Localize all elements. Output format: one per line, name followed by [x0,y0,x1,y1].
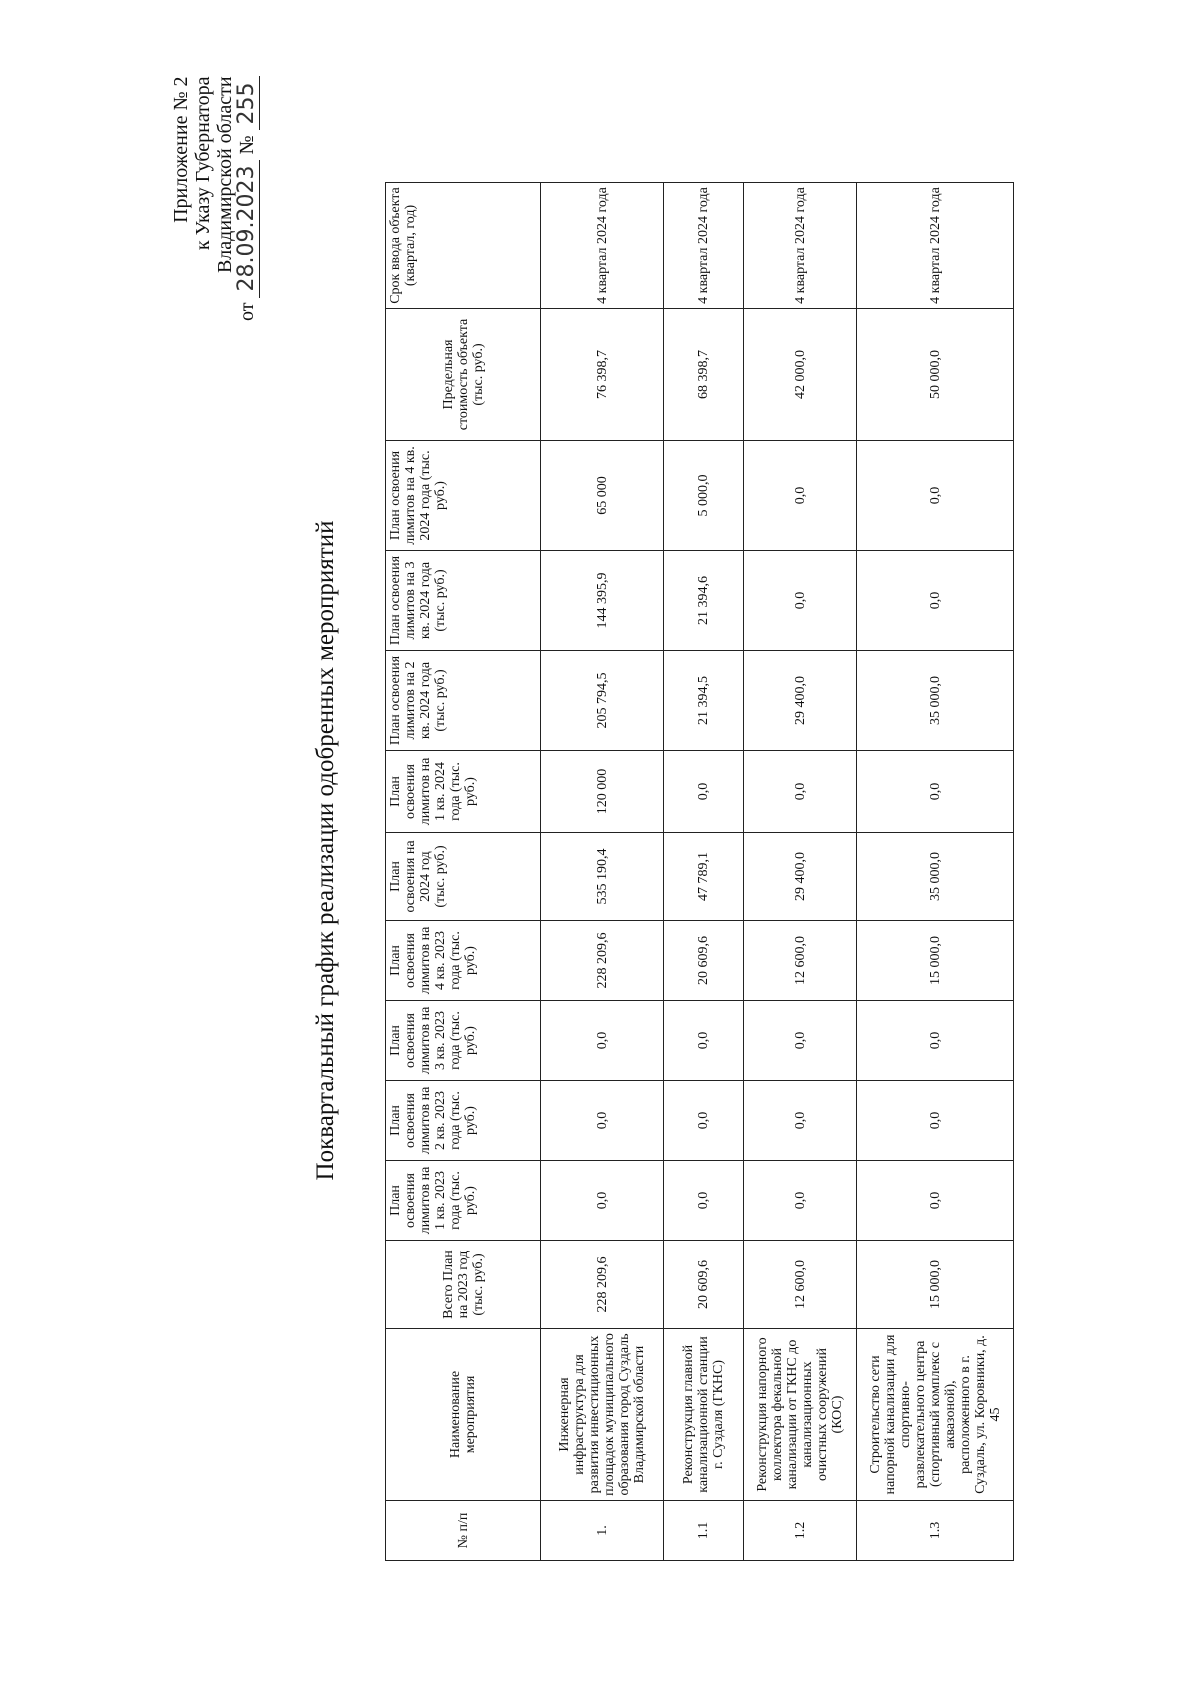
appendix-header [170,76,258,321]
column-header: План освоения на 2024 год (тыс. руб.) [386,833,541,921]
q1-2024: 0,0 [857,751,1014,833]
table-row [744,183,857,1561]
column-header: План освоения лимитов на 4 кв. 2023 года (тыс. руб.) [386,921,541,1001]
q4-2024: 5 000,0 [664,441,744,551]
column-header: План освоения лимитов на 2 кв. 2023 года (тыс. руб.) [386,1081,541,1161]
q4-2024: 65 000 [541,441,664,551]
q3-2023: 0,0 [541,1001,664,1081]
q2-2023: 0,0 [857,1081,1014,1161]
q4-2023: 20 609,6 [664,921,744,1001]
total-2024: 29 400,0 [744,833,857,921]
total-2023: 15 000,0 [857,1241,1014,1329]
max-cost: 42 000,0 [744,309,857,441]
column-header: Срок ввода объекта (квартал, год) [386,183,541,309]
column-header: План освоения лимитов на 3 кв. 2023 года (тыс. руб.) [386,1001,541,1081]
max-cost: 68 398,7 [664,309,744,441]
row-number: 1.2 [744,1501,857,1561]
column-header: План освоения лимитов на 2 кв. 2024 года (тыс. руб.) [386,651,541,751]
table-row [664,183,744,1561]
column-header: План освоения лимитов на 1 кв. 2024 года (тыс. руб.) [386,751,541,833]
q3-2024: 0,0 [744,551,857,651]
deadline: 4 квартал 2024 года [664,183,744,309]
total-2023: 228 209,6 [541,1241,664,1329]
q3-2023: 0,0 [857,1001,1014,1081]
row-number: 1. [541,1501,664,1561]
q1-2023: 0,0 [744,1161,857,1241]
total-2024: 47 789,1 [664,833,744,921]
q2-2024: 21 394,5 [664,651,744,751]
total-2024: 535 190,4 [541,833,664,921]
q2-2023: 0,0 [541,1081,664,1161]
table-row [857,183,1014,1561]
max-cost: 76 398,7 [541,309,664,441]
q4-2023: 12 600,0 [744,921,857,1001]
q3-2024: 0,0 [857,551,1014,651]
appendix-number: Приложение № 2 [170,76,192,223]
q2-2024: 205 794,5 [541,651,664,751]
q1-2023: 0,0 [541,1161,664,1241]
q4-2024: 0,0 [857,441,1014,551]
table-row [541,183,664,1561]
deadline: 4 квартал 2024 года [744,183,857,309]
q3-2023: 0,0 [664,1001,744,1081]
document-title: Поквартальный график реализации одобренных мероприятий [312,520,339,1181]
region-name: Владимирской области [214,76,236,274]
column-header: План освоения лимитов на 4 кв. 2024 года (тыс. руб.) [386,441,541,551]
q3-2024: 144 395,9 [541,551,664,651]
q3-2024: 21 394,6 [664,551,744,651]
q1-2024: 0,0 [664,751,744,833]
activity-name: Реконструкция напорного коллектора фекальной канализации от ГКНС до канализационных очистных сооружений (КОС) [744,1329,857,1501]
q4-2023: 228 209,6 [541,921,664,1001]
q4-2024: 0,0 [744,441,857,551]
decree-date: 28.09.2023 [234,160,260,298]
total-2023: 20 609,6 [664,1241,744,1329]
q2-2024: 29 400,0 [744,651,857,751]
q1-2024: 120 000 [541,751,664,833]
q4-2023: 15 000,0 [857,921,1014,1001]
total-2023: 12 600,0 [744,1241,857,1329]
table-header-row [386,183,541,1561]
row-number: 1.3 [857,1501,1014,1561]
q1-2024: 0,0 [744,751,857,833]
decree-reference: к Указу Губернатора [192,76,214,251]
number-prefix: № [236,135,258,155]
decree-number: 255 [234,76,260,130]
column-header: № п/п [386,1501,541,1561]
activity-name: Инженерная инфраструктура для развития инвестиционных площадок муниципального образования город Суздаль Владимирской области [541,1329,664,1501]
q3-2023: 0,0 [744,1001,857,1081]
activity-name: Реконструкция главной канализационной станции г. Суздаля (ГКНС) [664,1329,744,1501]
column-header: Предельная стоимость объекта (тыс. руб.) [386,309,541,441]
q1-2023: 0,0 [857,1161,1014,1241]
q2-2023: 0,0 [744,1081,857,1161]
deadline: 4 квартал 2024 года [541,183,664,309]
column-header: Наименование мероприятия [386,1329,541,1501]
q1-2023: 0,0 [664,1161,744,1241]
total-2024: 35 000,0 [857,833,1014,921]
deadline: 4 квартал 2024 года [857,183,1014,309]
column-header: Всего План на 2023 год (тыс. руб.) [386,1241,541,1329]
max-cost: 50 000,0 [857,309,1014,441]
row-number: 1.1 [664,1501,744,1561]
column-header: План освоения лимитов на 1 кв. 2023 года (тыс. руб.) [386,1161,541,1241]
column-header: План освоения лимитов на 3 кв. 2024 года (тыс. руб.) [386,551,541,651]
activity-name: Строительство сети напорной канализации для спортивно-развлекательного центра (спортивный комплекс с аквазоной), расположенного в г. Суздаль, ул. Коровники, д. 45 [857,1329,1014,1501]
q2-2023: 0,0 [664,1081,744,1161]
q2-2024: 35 000,0 [857,651,1014,751]
decree-date-line [236,76,258,321]
schedule-table [385,182,1014,1561]
date-prefix: от [236,302,258,321]
